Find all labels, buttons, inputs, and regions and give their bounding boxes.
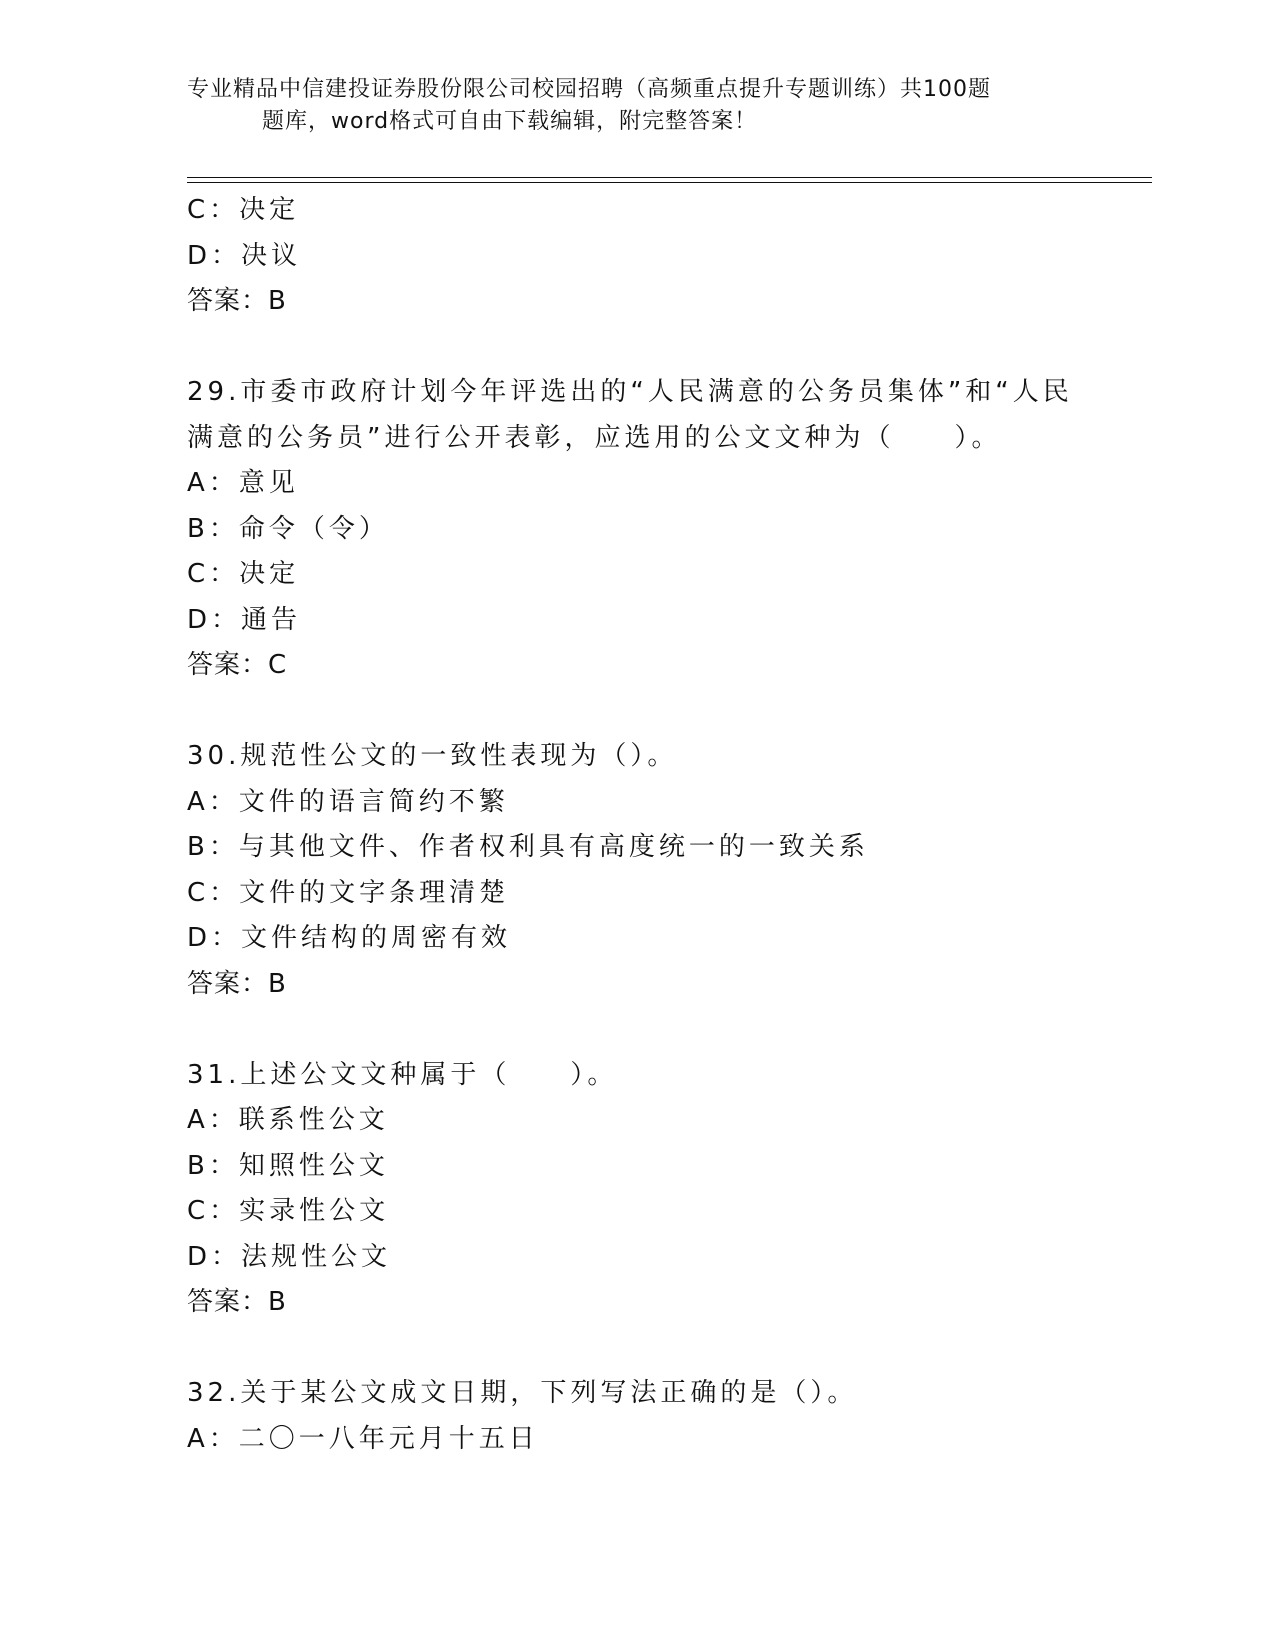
option-b: B：命令（令）: [187, 513, 389, 544]
question-29-stem: 29.市委市政府计划今年评选出的“人民满意的公务员集体”和“人民: [187, 377, 1073, 407]
option-c: C：实录性公文: [187, 1196, 390, 1226]
option-d: D：法规性公文: [187, 1241, 392, 1272]
answer: 答案：B: [187, 1287, 287, 1317]
header-divider-bottom: [187, 182, 1152, 183]
spacer: [187, 689, 1087, 735]
option-c: C：决定: [187, 195, 300, 225]
option-a: A：联系性公文: [187, 1105, 389, 1135]
document-header: [187, 74, 1067, 138]
option-c: C：决定: [187, 559, 300, 589]
option-a: A：文件的语言简约不繁: [187, 786, 509, 817]
option-a: A：意见: [187, 468, 299, 498]
question-list: [187, 188, 1087, 1462]
question-29-stem-cont: 满意的公务员”进行公开表彰，应选用的公文文种为（ ）。: [187, 422, 1002, 453]
question-30-stem: 30.规范性公文的一致性表现为（）。: [187, 741, 678, 771]
option-b: B：知照性公文: [187, 1150, 389, 1181]
option-d: D：通告: [187, 604, 302, 635]
answer: 答案：B: [187, 968, 287, 999]
question-32-stem: 32.关于某公文成文日期，下列写法正确的是（）。: [187, 1378, 858, 1408]
spacer: [187, 1007, 1087, 1053]
spacer: [187, 325, 1087, 371]
answer: 答案：C: [187, 650, 288, 680]
spacer: [187, 1326, 1087, 1372]
option-a: A：二〇一八年元月十五日: [187, 1423, 539, 1454]
answer: 答案：B: [187, 286, 287, 316]
option-d: D：文件结构的周密有效: [187, 923, 512, 953]
header-title-line1: 专业精品中信建投证券股份限公司校园招聘（高频重点提升专题训练）共100题: [187, 77, 991, 102]
option-c: C：文件的文字条理清楚: [187, 877, 510, 908]
option-b: B：与其他文件、作者权利具有高度统一的一致关系: [187, 832, 869, 862]
option-d: D：决议: [187, 240, 302, 271]
header-divider-top: [187, 177, 1152, 178]
question-31-stem: 31.上述公文文种属于（ ）。: [187, 1059, 618, 1090]
header-title-line2: 题库，word格式可自由下载编辑，附完整答案！: [262, 109, 758, 134]
